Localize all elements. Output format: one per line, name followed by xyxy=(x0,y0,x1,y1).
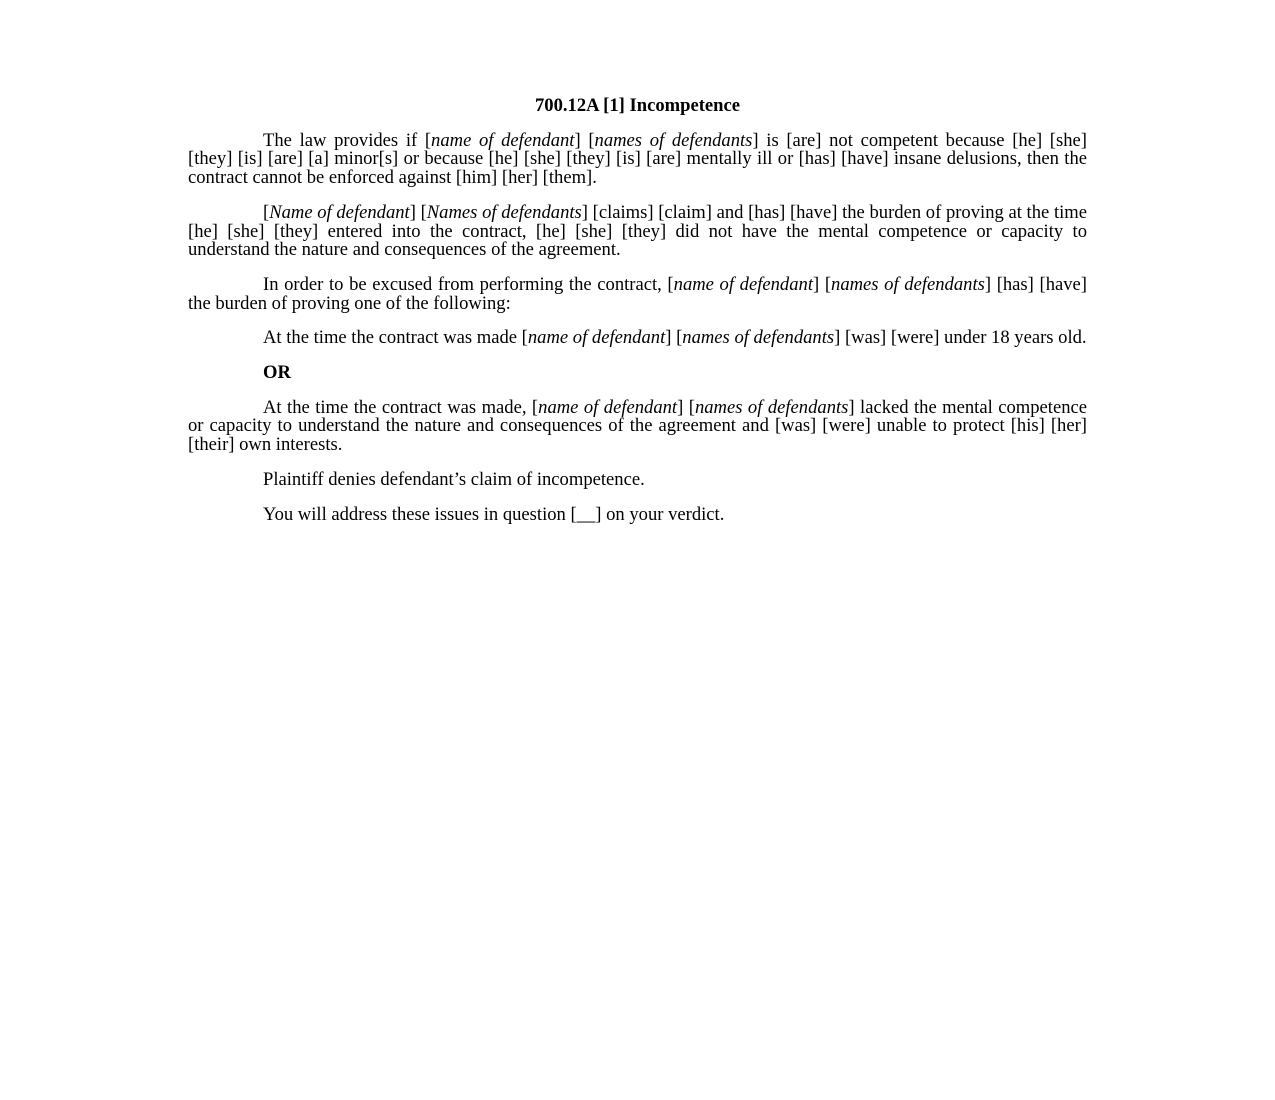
paragraph-text: OR xyxy=(263,362,291,384)
document-title: 700.12A [1] Incompetence xyxy=(534,95,740,116)
paragraph-text: [ xyxy=(263,201,270,223)
document-page xyxy=(188,97,1087,540)
placeholder-text: Names of defendants xyxy=(426,201,582,223)
paragraph-text: You will address these issues in question [__] on your verdict. xyxy=(263,503,725,525)
paragraph-burden-of-proof xyxy=(188,201,1087,261)
placeholder-text: name of defendant xyxy=(527,327,666,349)
paragraph-text: At the time the contract was made, [ xyxy=(263,396,539,418)
paragraph-plaintiff-denies xyxy=(188,468,1087,490)
placeholder-text: names of defendants xyxy=(594,129,753,151)
paragraph-text: ] [was] [were] under 18 years old. xyxy=(834,327,1087,349)
document-body xyxy=(188,129,1088,525)
placeholder-text: names of defendants xyxy=(694,396,849,418)
placeholder-text: name of defendant xyxy=(538,396,678,418)
paragraph-under-18 xyxy=(188,329,1087,348)
paragraph-lacked-competence xyxy=(188,396,1088,456)
placeholder-text: names of defendants xyxy=(831,273,985,295)
paragraph-text: ] [claims] [claim] and [has] [have] the burden of proving at the time [he] [she] [they] entered into the contract, [he] [she] [they] did not have the mental competence or capacity to understand the nature and consequences of the agreement. xyxy=(188,201,1087,261)
paragraph-text: ] [ xyxy=(409,201,427,223)
paragraph-text: ] [ xyxy=(574,129,595,151)
paragraph-text: ] [ xyxy=(813,273,832,295)
paragraph-text: ] [has] [have] the burden of proving one of the following: xyxy=(188,273,1087,314)
paragraph-text: In order to be excused from performing the contract, [ xyxy=(263,273,674,295)
paragraph-text: ] is [are] not competent because [he] [she] [they] [is] [are] [a] minor[s] or because [he] [she] [they] [is] [are] mentally ill or [has] [have] insane delusions, then the contract cannot be enforced against [him] [her] [them]. xyxy=(188,129,1087,189)
placeholder-text: name of defendant xyxy=(431,129,575,151)
placeholder-text: names of defendants xyxy=(682,327,835,349)
paragraph-text: The law provides if [ xyxy=(263,129,432,151)
placeholder-text: Name of defendant xyxy=(269,201,410,223)
paragraph-text: ] [ xyxy=(677,396,695,418)
paragraph-text: At the time the contract was made [ xyxy=(263,327,528,349)
paragraph-text: Plaintiff denies defendant’s claim of incompetence. xyxy=(263,468,645,490)
paragraph-text: ] [ xyxy=(665,327,683,349)
paragraph-excused-performance xyxy=(188,273,1087,314)
paragraph-text: ] lacked the mental competence or capacity to understand the nature and consequences of the agreement and [was] [were] unable to protect [his] [her] [their] own interests. xyxy=(188,396,1088,456)
paragraph-verdict-question xyxy=(188,503,1087,525)
placeholder-text: name of defendant xyxy=(673,273,813,295)
paragraph-law-provides xyxy=(188,129,1087,189)
paragraph-or-separator xyxy=(188,364,1087,383)
